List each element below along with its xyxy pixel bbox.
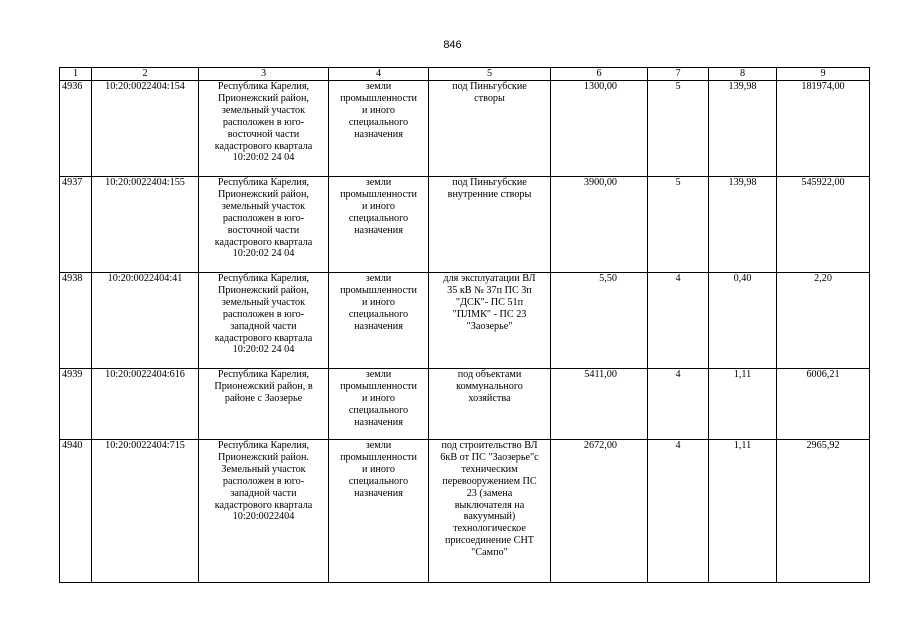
cadastral-number: 10:20:0022404:155: [92, 177, 199, 273]
area-cell: 5411,00: [551, 369, 648, 440]
col9-cell: 545922,00: [777, 177, 870, 273]
column-header: 8: [709, 68, 777, 81]
location-cell: Республика Карелия, Прионежский район, земельный участок расположен в юго- западной части кадастрового квартала 10:20:02 24 04: [199, 273, 329, 369]
location-cell: Республика Карелия, Прионежский район, земельный участок расположен в юго- восточной части кадастрового квартала 10:20:02 24 04: [199, 81, 329, 177]
table-header-row: [60, 68, 870, 81]
location-cell: Республика Карелия, Прионежский район, в районе с Заозерье: [199, 369, 329, 440]
col9-cell: 2,20: [777, 273, 870, 369]
page-number: 846: [443, 39, 462, 51]
row-id: 4939: [60, 369, 92, 440]
table-row: [60, 369, 870, 440]
row-id: 4937: [60, 177, 92, 273]
col8-cell: 1,11: [709, 440, 777, 583]
col7-cell: 5: [648, 177, 709, 273]
table-row: [60, 273, 870, 369]
area-cell: 3900,00: [551, 177, 648, 273]
col8-cell: 139,98: [709, 177, 777, 273]
purpose-cell: под объектами коммунального хозяйства: [429, 369, 551, 440]
table-row: [60, 177, 870, 273]
purpose-cell: для эксплуатации ВЛ 35 кВ № 37п ПС 3п "ДСК"- ПС 51п "ПЛМК" - ПС 23 "Заозерье": [429, 273, 551, 369]
col7-cell: 5: [648, 81, 709, 177]
col9-cell: 181974,00: [777, 81, 870, 177]
category-cell: земли промышленности и иного специального назначения: [329, 81, 429, 177]
col7-cell: 4: [648, 440, 709, 583]
column-header: 3: [199, 68, 329, 81]
col9-cell: 6006,21: [777, 369, 870, 440]
category-cell: земли промышленности и иного специального назначения: [329, 440, 429, 583]
purpose-cell: под Пиньгубские внутренние створы: [429, 177, 551, 273]
col7-cell: 4: [648, 273, 709, 369]
column-header: 6: [551, 68, 648, 81]
col8-cell: 139,98: [709, 81, 777, 177]
area-cell: 2672,00: [551, 440, 648, 583]
col8-cell: 1,11: [709, 369, 777, 440]
col7-cell: 4: [648, 369, 709, 440]
row-id: 4940: [60, 440, 92, 583]
column-header: 1: [60, 68, 92, 81]
category-cell: земли промышленности и иного специального назначения: [329, 177, 429, 273]
location-cell: Республика Карелия, Прионежский район, земельный участок расположен в юго- восточной части кадастрового квартала 10:20:02 24 04: [199, 177, 329, 273]
category-cell: земли промышленности и иного специального назначения: [329, 369, 429, 440]
cadastral-number: 10:20:0022404:41: [92, 273, 199, 369]
purpose-cell: под строительство ВЛ 6кВ от ПС "Заозерье"с техническим перевооружением ПС 23 (замена выключателя на вакуумный) технологическое присоединение СНТ "Сампо": [429, 440, 551, 583]
column-header: 7: [648, 68, 709, 81]
location-cell: Республика Карелия, Прионежский район. Земельный участок расположен в юго- западной части кадастрового квартала 10:20:0022404: [199, 440, 329, 583]
col8-cell: 0,40: [709, 273, 777, 369]
area-cell: 1300,00: [551, 81, 648, 177]
table-row: [60, 81, 870, 177]
row-id: 4938: [60, 273, 92, 369]
purpose-cell: под Пиньгубские створы: [429, 81, 551, 177]
cadastral-number: 10:20:0022404:154: [92, 81, 199, 177]
table-row: [60, 440, 870, 583]
land-plot-table: [59, 67, 870, 583]
cadastral-number: 10:20:0022404:715: [92, 440, 199, 583]
col9-cell: 2965,92: [777, 440, 870, 583]
column-header: 9: [777, 68, 870, 81]
column-header: 4: [329, 68, 429, 81]
area-cell: 5,50: [551, 273, 648, 369]
column-header: 2: [92, 68, 199, 81]
column-header: 5: [429, 68, 551, 81]
row-id: 4936: [60, 81, 92, 177]
category-cell: земли промышленности и иного специального назначения: [329, 273, 429, 369]
cadastral-number: 10:20:0022404:616: [92, 369, 199, 440]
